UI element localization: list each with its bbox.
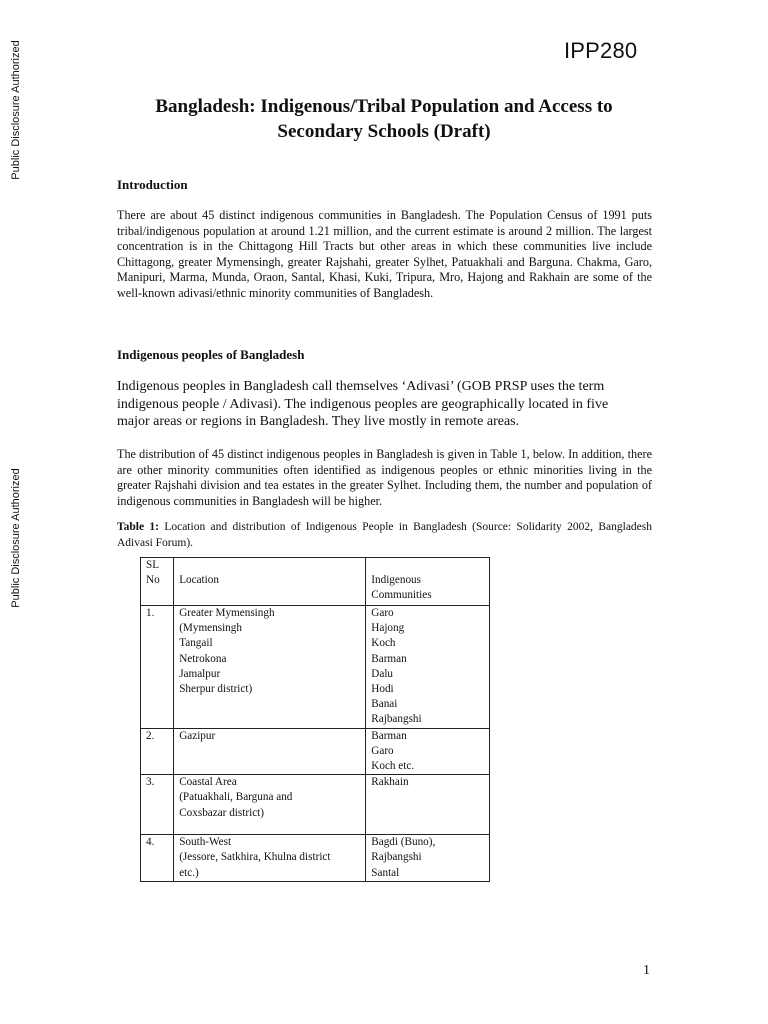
community-line: Santal xyxy=(371,866,400,879)
community-line: Garo xyxy=(371,744,394,757)
header-location-text: Location xyxy=(179,574,219,586)
location-line: Netrokona xyxy=(179,652,227,665)
location-line: Coastal Area xyxy=(179,776,237,789)
table-caption-label: Table 1: xyxy=(117,521,159,533)
disclosure-text: Public Disclosure Authorized xyxy=(10,468,22,608)
table-row xyxy=(141,835,490,882)
table-row xyxy=(141,775,490,835)
disclosure-text: Public Disclosure Authorized xyxy=(10,40,22,180)
community-line: Rakhain xyxy=(371,776,409,789)
community-line: Koch etc. xyxy=(371,760,415,773)
community-line: Rajbangshi xyxy=(371,851,422,864)
row-sl: 2. xyxy=(141,728,174,775)
header-communities-line: Indigenous xyxy=(371,574,421,586)
location-line: Jamalpur xyxy=(179,667,221,680)
community-line: Dalu xyxy=(371,667,394,680)
indigenous-heading: Indigenous peoples of Bangladesh xyxy=(117,347,305,362)
location-line: Coxsbazar district) xyxy=(179,806,265,819)
row-location xyxy=(174,835,366,882)
table-caption xyxy=(117,520,652,551)
introduction-paragraph: There are about 45 distinct indigenous communities in Bangladesh. The Population Census of 1991 puts tribal/indigenous population at around 1.21 million, and the current estimate is around 2 million. The largest concentration is in the Chittagong Hill Tracts but other areas in which these communities live include Chittagong, greater Mymensingh, greater Rajshahi, greater Sylhet, Patuakhali and Barguna. Chakma, Garo, Manipuri, Marma, Munda, Oraon, Santal, Khasi, Kuki, Tripura, Mro, Hajong and Rakhain are some of the well-known adivasi/ethnic minority communities of Bangladesh. xyxy=(117,208,652,300)
community-line: Bagdi (Buno), xyxy=(371,836,436,849)
row-communities xyxy=(366,835,490,882)
location-line: etc.) xyxy=(179,866,199,879)
location-line: Tangail xyxy=(179,637,213,650)
community-line: Koch xyxy=(371,637,396,650)
page-title: Bangladesh: Indigenous/Tribal Population and Access to Secondary Schools (Draft) xyxy=(155,96,613,142)
table-header-row xyxy=(141,558,490,606)
header-sl-line: SL xyxy=(146,559,160,571)
header-communities xyxy=(366,558,490,606)
row-communities xyxy=(366,606,490,729)
location-line: (Patuakhali, Barguna and xyxy=(179,791,293,804)
community-line: Hajong xyxy=(371,622,405,635)
row-sl: 1. xyxy=(141,606,174,729)
row-location xyxy=(174,775,366,835)
location-line: Greater Mymensingh xyxy=(179,607,275,619)
indigenous-table xyxy=(140,557,490,882)
table-caption-text: Location and distribution of Indigenous People in Bangladesh (Source: Solidarity 2002, Bangladesh Adivasi Forum). xyxy=(117,521,653,549)
location-line: (Mymensingh xyxy=(179,622,242,635)
row-sl: 3. xyxy=(141,775,174,835)
row-communities xyxy=(366,728,490,775)
table-row xyxy=(141,606,490,729)
location-line: Sherpur district) xyxy=(179,683,253,696)
location-line: Gazipur xyxy=(179,729,216,742)
header-sl xyxy=(141,558,174,606)
location-line: (Jessore, Satkhira, Khulna district xyxy=(179,851,331,864)
row-communities xyxy=(366,775,490,835)
row-sl: 4. xyxy=(141,835,174,882)
community-line: Banai xyxy=(371,698,398,711)
row-location xyxy=(174,728,366,775)
community-line: Garo xyxy=(371,607,394,619)
community-line: Hodi xyxy=(371,683,394,696)
header-communities-line: Communities xyxy=(371,589,432,602)
introduction-heading: Introduction xyxy=(117,177,188,192)
document-id: IPP280 xyxy=(564,38,638,63)
indigenous-paragraph: Indigenous peoples in Bangladesh call themselves ‘Adivasi’ (GOB PRSP uses the term indigenous people / Adivasi). The indigenous peoples are geographically located in five major areas or regions in Bangladesh. They live mostly in remote areas. xyxy=(117,379,609,429)
community-line: Barman xyxy=(371,652,407,665)
row-location xyxy=(174,606,366,729)
distribution-paragraph: The distribution of 45 distinct indigenous peoples in Bangladesh is given in Table 1, below. In addition, there are other minority communities often identified as indigenous peoples or ethnic minorities living in the greater Rajshahi division and tea estates in the greater Sylhet. Including them, the number and population of indigenous communities in Bangladesh will be higher. xyxy=(117,447,652,508)
community-line: Rajbangshi xyxy=(371,713,422,726)
header-location xyxy=(174,558,366,606)
community-line: Barman xyxy=(371,729,407,742)
location-line: South-West xyxy=(179,836,232,849)
page-number: 1 xyxy=(643,963,650,978)
table-row xyxy=(141,728,490,775)
header-sl-line: No xyxy=(146,574,160,587)
